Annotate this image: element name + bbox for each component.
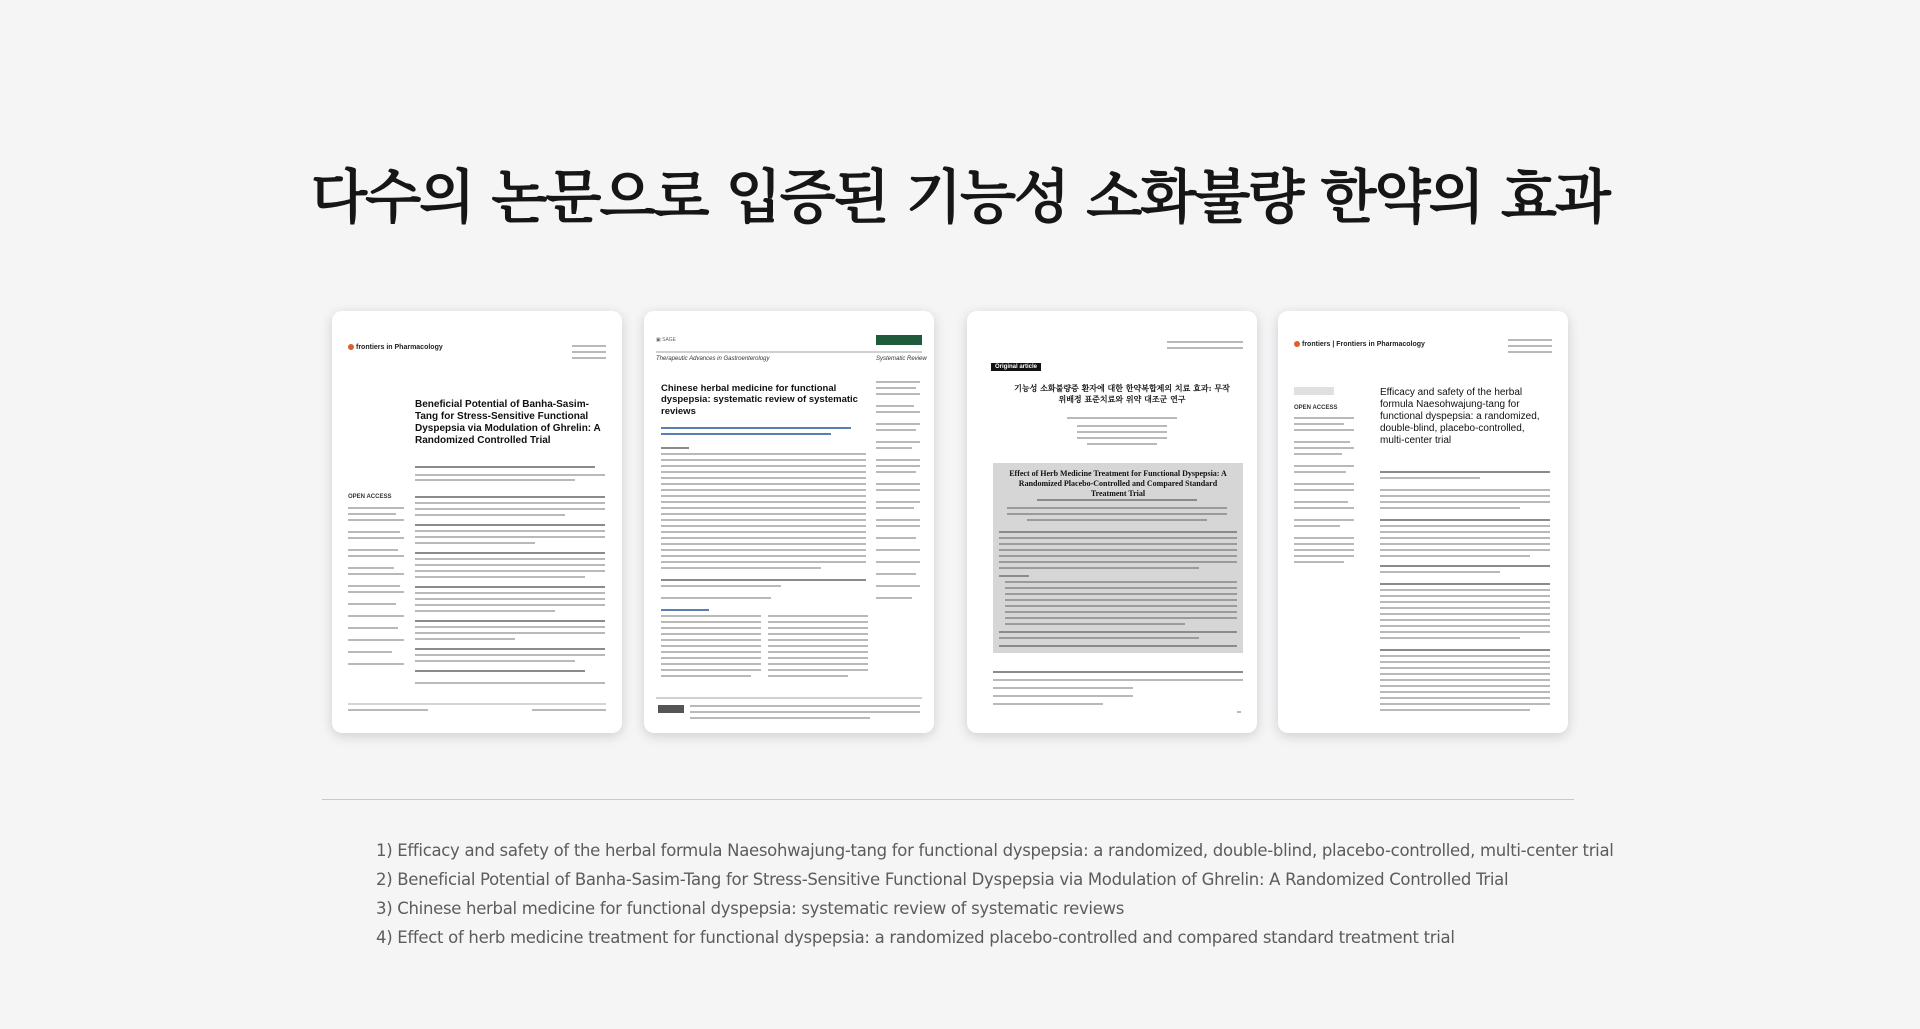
paper-title: Beneficial Potential of Banha-Sasim-Tang for Stress-Sensitive Functional Dyspepsia via Modulation of Ghrelin: A Randomized Controlled Trial bbox=[415, 399, 601, 446]
paper-title: Chinese herbal medicine for functional dyspepsia: systematic review of systematic reviews bbox=[661, 383, 858, 417]
reference-item-1: 1) Efficacy and safety of the herbal formula Naesohwajung-tang for functional dyspepsia: a randomized, double-blind, placebo-controlled, multi-center trial bbox=[376, 841, 1614, 860]
open-access-label: OPEN ACCESS bbox=[348, 494, 392, 500]
paper-thumbnail-3[interactable] bbox=[967, 311, 1257, 733]
journal-logo: frontiers | Frontiers in Pharmacology bbox=[1294, 341, 1425, 348]
open-access-label: OPEN ACCESS bbox=[1294, 405, 1338, 411]
publisher-logo: ▣ SAGE bbox=[656, 337, 677, 343]
paper-title-korean: 기능성 소화불량증 환자에 대한 한약복합제의 치료 효과: 무작위배정 표준치료와 위약 대조군 연구 bbox=[1014, 383, 1230, 405]
section-label: Systematic Review bbox=[876, 356, 927, 362]
journal-logo: frontiers in Pharmacology bbox=[348, 344, 443, 351]
journal-name: Therapeutic Advances in Gastroenterology bbox=[656, 356, 770, 362]
page-headline: 다수의 논문으로 입증된 기능성 소화불량 한약의 효과 bbox=[311, 163, 1609, 231]
paper-thumbnail-1[interactable] bbox=[332, 311, 622, 733]
paper-thumbnail-2[interactable] bbox=[644, 311, 934, 733]
reference-list bbox=[376, 836, 1614, 952]
license-badge-icon bbox=[658, 705, 684, 713]
frontiers-logo-icon bbox=[1294, 341, 1300, 347]
paper-thumbnail-4[interactable] bbox=[1278, 311, 1568, 733]
section-divider bbox=[322, 799, 1574, 800]
article-type-badge: Original article bbox=[991, 363, 1041, 371]
frontiers-logo-icon bbox=[348, 344, 354, 350]
reference-item-4: 4) Effect of herb medicine treatment for functional dyspepsia: a randomized placebo-controlled and compared standard treatment trial bbox=[376, 928, 1455, 947]
paper-title: Efficacy and safety of the herbal formula Naesohwajung-tang for functional dyspepsia: a randomized, double-blind, placebo-controlled, multi-center trial bbox=[1380, 387, 1540, 446]
check-updates-icon bbox=[1294, 387, 1334, 395]
journal-color-bar bbox=[876, 335, 922, 345]
reference-item-3: 3) Chinese herbal medicine for functional dyspepsia: systematic review of systematic reviews bbox=[376, 899, 1125, 918]
reference-item-2: 2) Beneficial Potential of Banha-Sasim-Tang for Stress-Sensitive Functional Dyspepsia via Modulation of Ghrelin: A Randomized Controlled Trial bbox=[376, 870, 1509, 889]
paper-title-english: Effect of Herb Medicine Treatment for Functional Dyspepsia: A Randomized Placebo-Controlled and Compared Standard Treatment Trial bbox=[1009, 469, 1227, 498]
